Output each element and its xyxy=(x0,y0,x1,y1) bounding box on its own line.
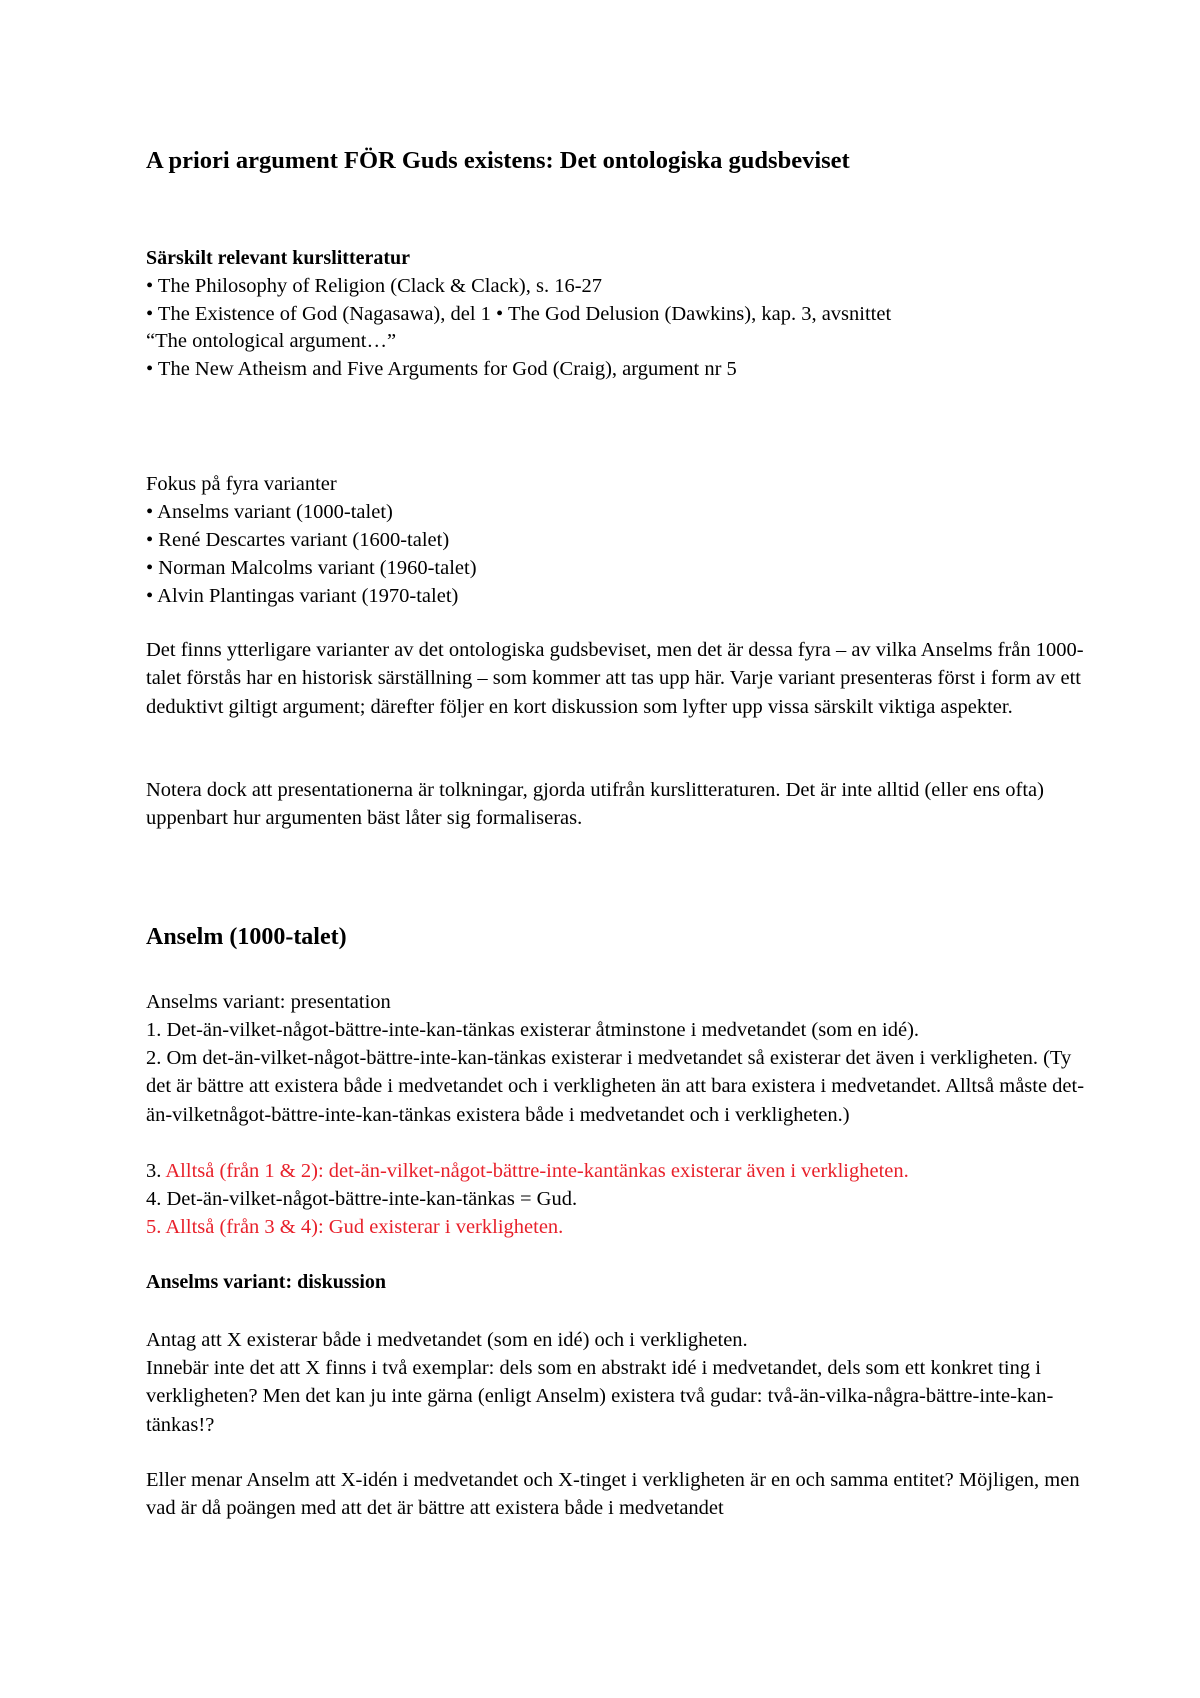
argument-step-2: 2. Om det-än-vilket-något-bättre-inte-kan-tänkas existerar i medvetandet så existerar det även i verkligheten. (Ty det är bättre att existera både i medvetandet och i verkligheten än att bara existera i medvetandet. Alltså måste det-än-vilketnågot-bättre-inte-kan-tänkas existera både i medvetandet och i verkligheten.) xyxy=(146,1047,1085,1126)
literature-heading: Särskilt relevant kurslitteratur xyxy=(146,247,411,269)
step-number: 5. xyxy=(146,1216,166,1238)
conclusion-text: Alltså (från 3 & 4): Gud existerar i verkligheten. xyxy=(165,1216,564,1238)
literature-item: • The New Atheism and Five Arguments for God (Craig), argument nr 5 xyxy=(146,358,737,380)
discussion-heading: Anselms variant: diskussion xyxy=(146,1271,387,1293)
literature-item: • The Philosophy of Religion (Clack & Clack), s. 16-27 xyxy=(146,275,603,297)
section-heading-anselm: Anselm (1000-talet) xyxy=(146,924,347,950)
variant-item: • René Descartes variant (1600-talet) xyxy=(146,529,450,551)
variant-item: • Anselms variant (1000-talet) xyxy=(146,501,393,523)
discussion-paragraph: Antag att X existerar både i medvetandet (som en idé) och i verkligheten. xyxy=(146,1329,748,1351)
presentation-label: Anselms variant: presentation xyxy=(146,991,391,1013)
conclusion-text: Alltså (från 1 & 2): det-än-vilket-något-bättre-inte-kantänkas existerar även i verkligheten. xyxy=(165,1160,909,1182)
argument-step-3 xyxy=(146,1157,1086,1185)
intro-paragraph: Det finns ytterligare varianter av det ontologiska gudsbeviset, men det är dessa fyra – av vilka Anselms från 1000-talet förstås har en historisk särställning – som kommer att tas upp här. Varje variant presenteras först i form av ett deduktivt giltigt argument; därefter följer en kort diskussion som lyfter upp vissa särskilt viktiga aspekter. xyxy=(146,639,1084,718)
argument-step-5 xyxy=(146,1213,1086,1241)
argument-step-1: 1. Det-än-vilket-något-bättre-inte-kan-tänkas existerar åtminstone i medvetandet (som en idé). xyxy=(146,1019,920,1041)
discussion-paragraph: Innebär inte det att X finns i två exemplar: dels som en abstrakt idé i medvetandet, dels som ett konkret ting i verkligheten? Men det kan ju inte gärna (enligt Anselm) existera två gudar: två-än-vilka-några-bättre-inte-kan-tänkas!? xyxy=(146,1357,1054,1436)
page-title: A priori argument FÖR Guds existens: Det ontologiska gudsbeviset xyxy=(146,147,850,174)
variants-intro: Fokus på fyra varianter xyxy=(146,473,337,495)
discussion-paragraph: Eller menar Anselm att X-idén i medvetandet och X-tinget i verkligheten är en och samma entitet? Möjligen, men vad är då poängen med att det är bättre att existera både i medvetandet xyxy=(146,1469,1080,1520)
step-number: 3. xyxy=(146,1160,166,1182)
variant-item: • Norman Malcolms variant (1960-talet) xyxy=(146,557,477,579)
note-paragraph: Notera dock att presentationerna är tolkningar, gjorda utifrån kurslitteraturen. Det är inte alltid (eller ens ofta) uppenbart hur argumenten bäst låter sig formaliseras. xyxy=(146,779,1044,830)
variant-item: • Alvin Plantingas variant (1970-talet) xyxy=(146,585,459,607)
argument-step-4: 4. Det-än-vilket-något-bättre-inte-kan-tänkas = Gud. xyxy=(146,1188,578,1210)
literature-item: “The ontological argument…” xyxy=(146,330,397,352)
literature-item: • The Existence of God (Nagasawa), del 1 • The God Delusion (Dawkins), kap. 3, avsnittet xyxy=(146,303,892,325)
